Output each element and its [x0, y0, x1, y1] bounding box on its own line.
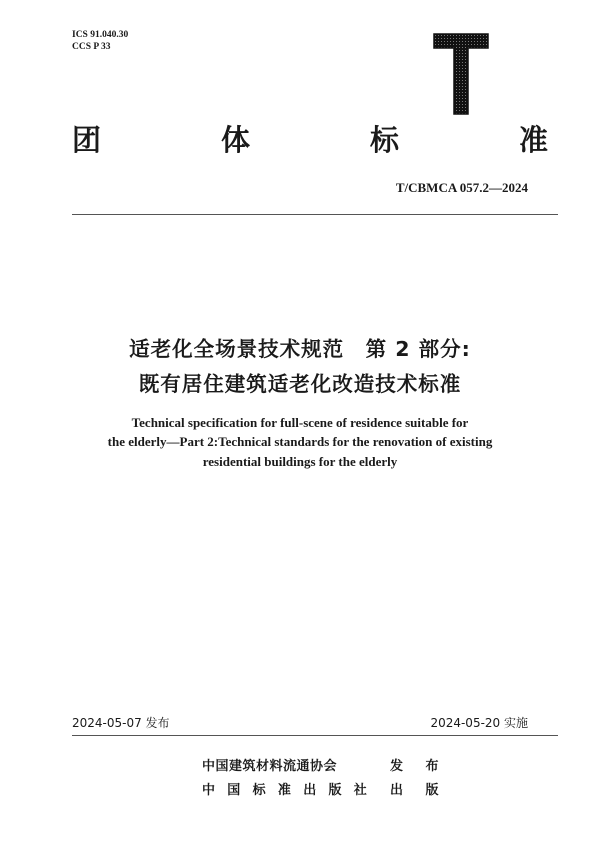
standard-type-char: 体 — [220, 122, 250, 157]
t-logo-icon — [432, 32, 490, 116]
standard-type-char: 标 — [369, 122, 399, 157]
title-en-line-3: residential buildings for the elderly — [202, 454, 398, 469]
implementation-date: 2024-05-20 实施 — [430, 716, 528, 730]
title-en-line-2: the elderly—Part 2:Technical standards for the renovation of existing — [107, 434, 493, 449]
top-divider — [72, 214, 558, 215]
publisher-row — [202, 779, 448, 798]
classification-codes — [72, 29, 128, 53]
title-cn-line-2: 既有居住建筑适老化改造技术标准 — [138, 372, 462, 396]
bottom-divider — [72, 735, 558, 736]
standard-type-char: 团 — [72, 122, 102, 157]
standard-number: T/CBMCA 057.2—2024 — [395, 180, 528, 195]
publisher-name: 中国建筑材料流通协会 — [202, 759, 338, 774]
standard-type-char: 准 — [518, 122, 548, 157]
publisher-role: 出 版 — [390, 783, 448, 798]
title-cn-line-1: 适老化全场景技术规范 第 2 部分: — [129, 337, 471, 361]
standard-type — [72, 118, 548, 158]
publisher-role: 发 布 — [390, 759, 448, 774]
title-en-line-1: Technical specification for full-scene of residence suitable for — [131, 415, 469, 430]
publisher-name: 中国标准出版社 — [202, 783, 380, 798]
ics-code: ICS 91.040.30 — [72, 30, 129, 40]
ccs-code: CCS P 33 — [72, 42, 111, 52]
issue-date: 2024-05-07 发布 — [72, 716, 170, 730]
publisher-row — [202, 755, 448, 774]
